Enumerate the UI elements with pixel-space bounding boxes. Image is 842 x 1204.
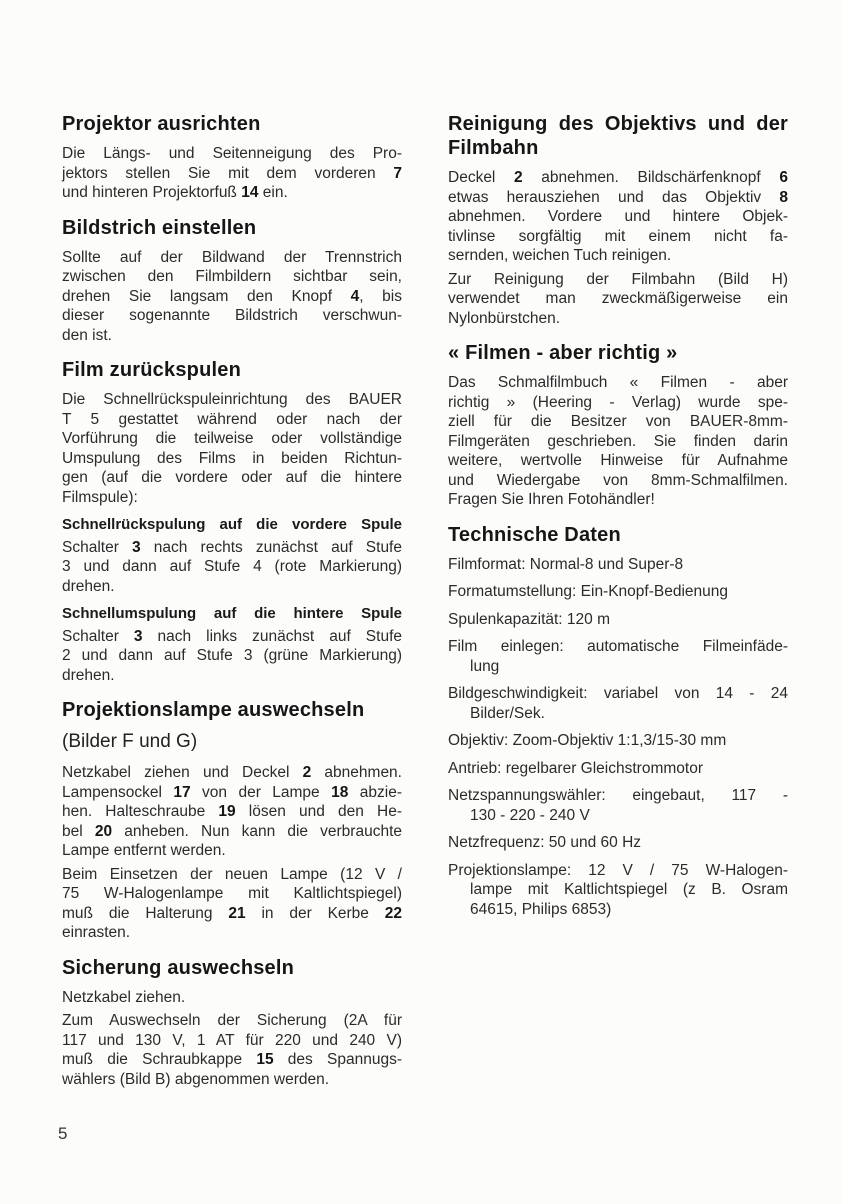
text-line: Umspulung des Films in beiden Richtun-	[62, 449, 402, 467]
text-line: Bildgeschwindigkeit: variabel von 14 - 24	[448, 685, 788, 702]
text-line: 130 - 220 - 240 V	[470, 806, 590, 824]
text-line: Das Schmalfilmbuch « Filmen - aber	[448, 374, 788, 391]
text-line: Vorführung die teilweise oder vollständige	[62, 430, 402, 447]
text-line: Formatumstellung: Ein-Knopf-Bedienung	[448, 583, 729, 600]
text-line: Spulenkapazität: 120 m	[448, 610, 610, 628]
text-line: etwas herausziehen und das Objektiv 8	[448, 188, 788, 206]
text-line: gen (auf die vordere oder auf die hintere	[62, 469, 402, 486]
part-reference-number: 17	[173, 783, 191, 801]
part-reference-number: 20	[94, 822, 113, 840]
text-line: drehen.	[62, 666, 115, 684]
text-line: einrasten.	[62, 924, 131, 941]
part-reference-number: 4	[350, 287, 360, 305]
tech-spec-item	[448, 637, 788, 676]
text-line: 2 und dann auf Stufe 3 (grüne Markierung)	[62, 647, 402, 664]
text-line: Zum Auswechseln der Sicherung (2A für	[62, 1012, 402, 1029]
text-line: Fragen Sie Ihren Fotohändler!	[448, 491, 655, 508]
text-line: bel 20 anheben. Nun kann die verbrauchte	[62, 822, 402, 840]
two-column-layout	[62, 112, 788, 1093]
text-line: Netzkabel ziehen und Deckel 2 abnehmen.	[62, 764, 402, 781]
text-line: Projektionslampe auswechseln	[62, 699, 365, 721]
paragraph	[448, 373, 788, 510]
section-heading	[62, 698, 402, 722]
paragraph	[62, 538, 402, 597]
text-line: 3 und dann auf Stufe 4 (rote Markierung)	[62, 558, 402, 575]
text-line: Sollte auf der Bildwand der Trennstrich	[62, 248, 402, 266]
text-line: lung	[470, 657, 500, 675]
tech-spec-item	[448, 759, 788, 779]
part-reference-number: 3	[133, 627, 143, 645]
text-line: ziell für die Besitzer von BAUER-8mm-	[448, 413, 788, 430]
section-heading	[448, 523, 788, 547]
text-line: hen. Halteschraube 19 lösen und den He-	[62, 803, 402, 820]
page-number: 5	[58, 1124, 68, 1143]
text-line: und hinteren Projektorfuß 14 ein.	[62, 184, 288, 201]
text-line: tivlinse sorgfältig mit einem nicht fa-	[448, 227, 788, 245]
paragraph	[62, 144, 402, 203]
section-subtitle	[62, 730, 402, 754]
text-line: Bildstrich einstellen	[62, 216, 257, 239]
text-line: wählers (Bild B) abgenommen werden.	[62, 1070, 330, 1088]
text-line: verwendet man zweckmäßigerweise ein	[448, 290, 788, 307]
text-line: Objektiv: Zoom-Objektiv 1:1,3/15-30 mm	[448, 732, 727, 749]
paragraph	[62, 988, 402, 1008]
text-line: Filmformat: Normal-8 und Super-8	[448, 555, 684, 573]
part-reference-number: 2	[514, 169, 523, 186]
tech-spec-item	[448, 610, 788, 630]
text-line: 64615, Philips 6853)	[470, 900, 612, 918]
tech-spec-item	[448, 582, 788, 602]
sub-heading	[62, 604, 402, 624]
part-reference-number: 6	[779, 169, 788, 186]
part-reference-number: 7	[393, 164, 402, 182]
paragraph	[62, 390, 402, 507]
tech-spec-item	[448, 861, 788, 920]
text-line: T 5 gestattet während oder nach der	[62, 410, 402, 428]
text-line: Reinigung des Objektivs und der	[448, 113, 788, 135]
part-reference-number: 14	[241, 184, 259, 201]
text-line: Filmbahn	[448, 137, 539, 159]
part-reference-number: 22	[384, 904, 402, 922]
tech-spec-item	[448, 786, 788, 825]
text-line: Schalter 3 nach rechts zunächst auf Stufe	[62, 538, 402, 556]
part-reference-number: 18	[331, 783, 349, 801]
text-line: und Wiedergabe von 8mm-Schmalfilmen.	[448, 471, 788, 489]
text-line: muß die Schraubkappe 15 des Spannugs-	[62, 1051, 402, 1068]
part-reference-number: 8	[779, 188, 788, 206]
paragraph	[62, 763, 402, 861]
text-line: Netzspannungswähler: eingebaut, 117 -	[448, 787, 788, 804]
text-line: Sicherung auswechseln	[62, 956, 295, 979]
text-line: lampe mit Kaltlichtspiegel (z B. Osram	[470, 881, 788, 898]
text-line: Lampe entfernt werden.	[62, 842, 226, 859]
text-line: abnehmen. Vordere und hintere Objek-	[448, 208, 788, 225]
text-line: Die Längs- und Seitenneigung des Pro-	[62, 145, 402, 162]
text-line: Deckel 2 abnehmen. Bildschärfenknopf 6	[448, 169, 788, 186]
text-line: den ist.	[62, 326, 112, 344]
part-reference-number: 19	[218, 803, 236, 820]
section-heading	[62, 112, 402, 136]
text-line: jektors stellen Sie mit dem vorderen 7	[62, 164, 402, 182]
text-line: weitere, wertvolle Hinweise für Aufnahme	[448, 452, 788, 469]
text-line: Die Schnellrückspuleinrichtung des BAUER	[62, 391, 402, 408]
text-line: Filmgeräten geschrieben. Sie finden darin	[448, 432, 788, 450]
tech-spec-item	[448, 555, 788, 575]
section-heading	[62, 956, 402, 980]
text-line: Schalter 3 nach links zunächst auf Stufe	[62, 627, 402, 645]
part-reference-number: 15	[256, 1051, 274, 1068]
text-line: Projektor ausrichten	[62, 113, 261, 135]
paragraph	[62, 248, 402, 346]
text-line: sernden, weichen Tuch reinigen.	[448, 247, 672, 264]
sub-heading	[62, 515, 402, 535]
section-heading	[62, 358, 402, 382]
text-line: Zur Reinigung der Filmbahn (Bild H)	[448, 270, 788, 288]
part-reference-number: 21	[228, 904, 246, 922]
text-line: Bilder/Sek.	[470, 704, 545, 722]
text-line: Projektionslampe: 12 V / 75 W-Halogen-	[448, 861, 788, 879]
text-line: Lampensockel 17 von der Lampe 18 abzie-	[62, 783, 402, 801]
text-line: Schnellumspulung auf die hintere Spule	[62, 605, 402, 622]
part-reference-number: 3	[132, 538, 141, 556]
text-line: zwischen den Filmbildern sichtbar sein,	[62, 268, 402, 285]
text-line: Netzkabel ziehen.	[62, 988, 186, 1006]
tech-spec-item	[448, 731, 788, 751]
text-line: drehen.	[62, 577, 115, 595]
text-line: (Bilder F und G)	[62, 731, 198, 752]
section-heading	[448, 112, 788, 160]
text-line: 117 und 130 V, 1 AT für 220 und 240 V)	[62, 1031, 402, 1049]
right-column	[448, 112, 788, 1093]
paragraph	[62, 865, 402, 943]
paragraph	[62, 1011, 402, 1089]
part-reference-number: 2	[302, 764, 312, 781]
text-line: 75 W-Halogenlampe mit Kaltlichtspiegel)	[62, 885, 402, 902]
text-line: « Filmen - aber richtig »	[448, 342, 678, 364]
section-heading	[62, 216, 402, 240]
text-line: Film einlegen: automatische Filmeinfäde-	[448, 638, 788, 655]
text-line: Netzfrequenz: 50 und 60 Hz	[448, 834, 642, 851]
paragraph	[62, 627, 402, 686]
text-line: Beim Einsetzen der neuen Lampe (12 V /	[62, 865, 402, 883]
paragraph	[448, 168, 788, 266]
text-line: dieser sogenannte Bildstrich verschwun-	[62, 307, 402, 324]
text-line: Film zurückspulen	[62, 359, 241, 381]
text-line: muß die Halterung 21 in der Kerbe 22	[62, 904, 402, 922]
tech-spec-item	[448, 684, 788, 723]
text-line: drehen Sie langsam den Knopf 4, bis	[62, 287, 402, 305]
text-line: Technische Daten	[448, 523, 621, 546]
section-heading	[448, 341, 788, 365]
text-line: richtig » (Heering - Verlag) wurde spe-	[448, 393, 788, 411]
text-line: Nylonbürstchen.	[448, 309, 561, 327]
text-line: Antrieb: regelbarer Gleichstrommotor	[448, 759, 703, 777]
tech-spec-item	[448, 833, 788, 853]
paragraph	[448, 270, 788, 329]
text-line: Schnellrückspulung auf die vordere Spule	[62, 516, 402, 533]
left-column	[62, 112, 402, 1093]
text-line: Filmspule):	[62, 488, 138, 506]
